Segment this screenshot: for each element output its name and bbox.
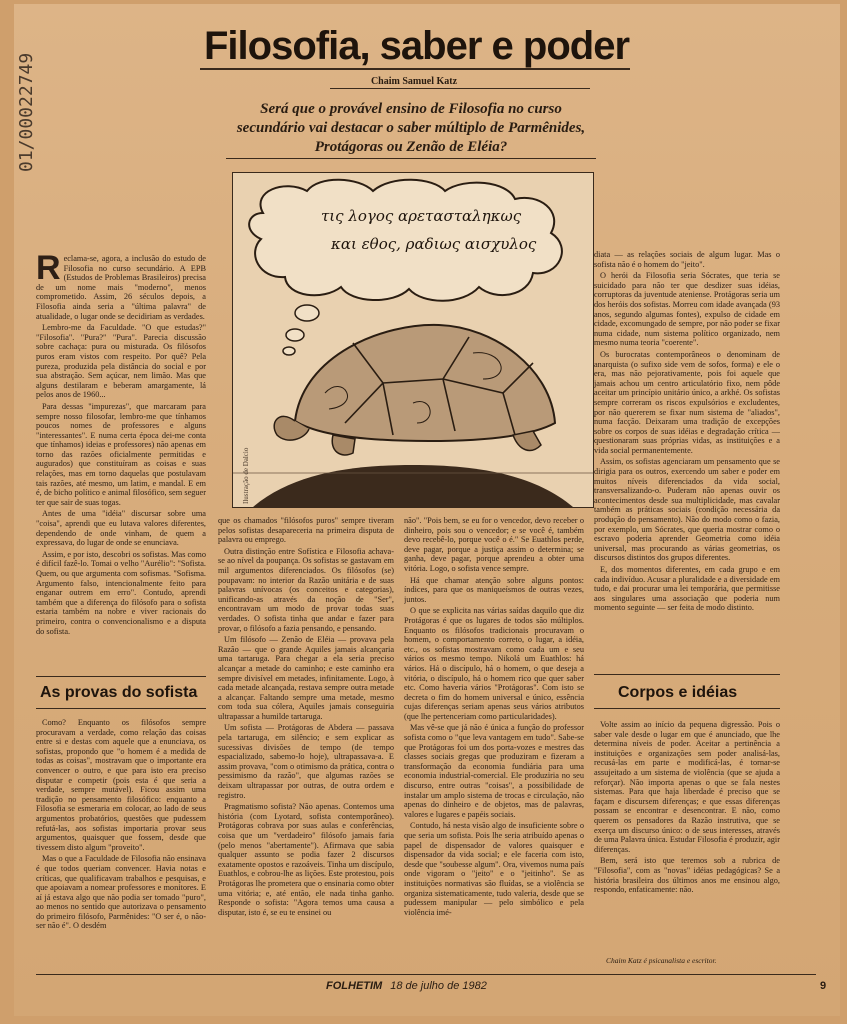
author-rule — [330, 88, 590, 89]
column-2 — [218, 516, 394, 976]
section1-paragraph-2: Mas o que a Faculdade de Filosofia não ensinava é que todos queriam convencer. Havia notas e críticas, que qualificavam trabalhos e pesquisas, e que apoiavam a nomear professores e monitores. E aí já estava algo que não podia ser tomado "puro", ao menos no sentido que autorizava o pensamento do primeiro filósofo, Parmênides: "O ser é, o não-ser não é". O desdém — [36, 854, 206, 931]
archive-margin-note: 01/00022749 — [16, 52, 37, 172]
col1-paragraph-2: Lembro-me da Faculdade. "O que estudas?" "Filosofia". "Pura?" "Pura". Parecia discussão sobre cachaça: pura ou misturada. Os filósofos puros eram vistos com respeito. Por quê? Pela pureza, produzida pela distância do social e por sua abstração. Sem açúcar, nem limão. Mas que alguns destilaram e beberam amargamente, lá pelos anos de 1960... — [36, 323, 206, 400]
subtitle-rule — [226, 158, 596, 159]
article-subtitle: Será que o provável ensino de Filosofia no curso secundário vai destacar o saber múltiplo de Parmênides, Protágoras ou Zenão de Eléia? — [236, 101, 586, 155]
thought-bubble-1 — [295, 305, 319, 321]
publication-date: 18 de julho de 1982 — [390, 980, 487, 992]
section2-paragraph-1: Volte assim ao início da pequena digressão. Pois o saber vale desde o lugar em que é anunciado, que lhe determina níveis de poder. Aceitar a pertinência a instituições e organizações sem poder analisá-las, recusá-las em parte e modificá-las, é tornar-se assujeitado a um sistema de violência (que se ajuda a reforçar). Não importa apenas o que se fala nestes sistemas. Para que haja liberdade é preciso que se façam e discursem diferenças; e que essas diferenças possam se encontrar e desencontrar. E não, como querem os pensadores da Razão instrutiva, que se exerça um discurso único: o de seus interesses, através de uma Palavra única. Estudar Filosofia é produzir, agir diferenças. — [594, 720, 780, 854]
col1-paragraph-3: Para dessas "impurezas", que marcaram para sempre nosso filosofar, lembro-me que tínhamos poucos nomes de professores e alguns "interessantes". E numa certa época dei-me conta que tínhamos) ideias e professores) não apenas em torno das razões oficialmente permitidas e augurados) que constituíram as coisas e suas relações, mas em torno daquelas que postulavam tais razões, até mesmo, um latim, e mandal. E em é, de bicho político e animal filosófico, sem seguer ter que sair de suas togas. — [36, 401, 206, 507]
col1-paragraph-1: eclama-se, agora, a inclusão do estudo de Filosofia no curso secundário. A EPB (Estudos de Problemas Brasileiros) precisa de um nome mais "moderno", menos comprometido. Assim, 26 séculos depois, a Filosofia ainda seria a "última palavra" de atualidade, o lugar onde se decidiriam as verdades. — [36, 254, 206, 321]
thought-bubble-2 — [286, 329, 304, 341]
thought-bubble-3 — [283, 347, 295, 355]
section1-rule-bottom — [36, 708, 206, 709]
column-1 — [36, 254, 206, 669]
cloud-text-line1: τις λογος αρετασταληκως — [321, 207, 522, 225]
col2-paragraph-2: Outra distinção entre Sofística e Filosofia achava-se ao nível da poupança. Os sofistas se gastavam em mil argumentos diferenciados. Os filósofos (se) poupavam: no interior da Razão unitária e de suas palavras unívocas (os conceitos e categorias), unificando-as através da noção de "Ser", encontravam um modo de provar todas suas verdades. O sofista tinha que andar e fazer para provar, o filósofo a fazia pensando, e pensando. — [218, 546, 394, 633]
section2-rule-top — [594, 674, 780, 675]
illustration-turtle — [232, 172, 594, 508]
drop-cap: R — [36, 254, 61, 287]
col3-paragraph-2: Há que chamar atenção sobre alguns pontos: índices, para que os maniqueísmos de outras vezes, juntos. — [404, 575, 584, 604]
col4-paragraph-5: E, dos momentos diferentes, em cada grupo e em cada indivíduo. Acusar a pluralidade e a diversidade em tudo, e dai procurar uma lei temporária, que permitisse aos singulares uma associação que poderia num momento seguinte — ser feita de modo distinto. — [594, 565, 780, 613]
article-author: Chaim Samuel Katz — [370, 76, 458, 87]
publication-name: FOLHETIM — [326, 980, 383, 992]
column-3 — [404, 516, 584, 976]
page-number: 9 — [820, 980, 827, 992]
footer-publication — [326, 980, 526, 992]
col3-paragraph-4: Mas vê-se que já não é única a função do professor sofista como o "que leva vantagem em tudo". Sabe-se que Protágoras foi um dos porta-vozes e mestres das classes sociais gregas que produziram e fizeram a transformação da economia fundiária para uma economia industrial-comercial. Ele produziria no seu discurso, entre outras "coisas", a possibilidade de instalar um amplo sistema de trocas e circulação, não apenas do dinheiro e de objetos, mas de palavras, valores e lugares e papéis sociais. — [404, 723, 584, 819]
col4-paragraph-1: diata — as relações sociais de algum lugar. Mas o sofista não é o homem do "jeito". — [594, 250, 780, 269]
footer-rule — [36, 974, 816, 975]
section-heading-corpos: Corpos e idéias — [618, 684, 738, 701]
col2-paragraph-4: Um sofista — Protágoras de Abdera — passava pela tartaruga, em silêncio; e sem explicar as sucessivas divisões de tempo (de tempo espacializado, sabemo-lo hoje), ultrapassava-a. E assim provava, "com o otimismo da prática, contra o pessimismo da razão", que algumas razões se deixam ultrapassar por outras, de outra ordem e registro. — [218, 723, 394, 800]
col4-paragraph-2: O herói da Filosofia seria Sócrates, que teria se suicidado para não ter que desdizer suas idéias, corruptoras da juventude ateniense. Protágoras seria um dos heróis dos sofistas. Morreu com idade avançada (93 anos, segundo algumas fontes), expulso de cidade em cidade, excomungado de sempre, por não poder se fixar numa cidade, num sistema político organizado, nem mesmo numa teoria "coerente". — [594, 271, 780, 348]
title-rule — [200, 68, 630, 70]
author-bio: Chaim Katz é psicanalista e escritor. — [606, 956, 717, 965]
col3-paragraph-5: Contudo, há nesta visão algo de insuficiente sobre o que seria um sofista. Pois lhe seria atribuído apenas o papel de dispensador de valores quaisquer e dispensador da vida social; e ele faceria com isto, desde que "soubesse algum". Ora, vivemos numa país onde vigoram o "jeito" e o "jeitinho". Se as instituições normativas são fluídas, se a violência se organiza sistematicamente, tudo valeria, desde que se pudessem manipular — pelo simbólico e pela violência imé- — [404, 821, 584, 917]
section2-rule-bottom — [594, 708, 780, 709]
col2-paragraph-1: que os chamados "filósofos puros" sempre tiveram pelos sofistas desapareceria na primeira disputa de palavra ou emprego. — [218, 516, 394, 545]
column-4 — [594, 250, 780, 662]
col4-paragraph-4: Assim, os sofistas agenciaram um pensamento que se dirigia para os outros, exercendo um saber e poder em muitos níveis diferenciados da vida social, transversalizando-o. Puderam não apenas ouvir os acontecimentos desde sua multiplicidade, mas cavalar também as práticas sociais (condição necessária da produção do pensamento). Não do modo como o fazia, por exemplo, um Sócrates, que queria mostrar como o escravo poderia aprender Geometria como idéia universal, mas procurando as várias geometrias, os discursos distintos dos grupos diferentes. — [594, 457, 780, 563]
col2-paragraph-5: Pragmatismo sofista? Não apenas. Contemos uma história (com Lyotard, sofista contemporâneo). Protágoras cobrava por suas aulas e conferências, coisa que um "verdadeiro" filósofo jamais faria (pelo menos "abertamente"). Afirmava que sabia qualquer assunto se podia fazer 2 discursos exatamente opostos e razoáveis. Tinha um discípulo, Euathlos, e cobrou-lhe as lições. Este protestou, pois Protágoras lhe prometera que o ensinaria como obter uma vitória; e, até então, ele nada tinha ganho. Responde o sofista: "Agora temos uma causa a disputar, isto é, se eu te ensinei ou — [218, 802, 394, 917]
cloud-text-line2: και εθος, ραδιως αισχυλος — [331, 235, 537, 253]
col1-paragraph-5: Assim, e por isto, descobri os sofistas. Mas como é difícil fazê-lo. Tomai o velho "Aurélio": "Sofista. Quem, ou que argumenta com sofismas. "Sofisma. Argumento falso, intencionalmente feito para enganar outrem em erro". Contudo, aprendi também que a diferença do filósofo para o sofista estaria também na nobre e viver racionais do primeiro, contra o convencionalismo e a disputa do sofista. — [36, 549, 206, 636]
col3-paragraph-3: O que se explicita nas várias saídas daquilo que diz Protágoras é que os lugares de todos são múltiplos. Enquanto os filósofos tradicionais procuravam o homem, o comportamento correto, o lugar, a idéia, etc., os sofistas mostravam como cada um e seu vários os mesmo tempo. Nikolá um Euathlos: há vários. Há o discípulo, há o homem, o que deseja a vitória, o discípulo, há o homem rico que quer saber etc. Como haveria vários "Protágoras". Com isto se decreta o fim do homem universal e único, essência cujas diferenças seriam apenas seus vários atributos (que lhe pertenceriam como particularidades). — [404, 606, 584, 721]
newspaper-page — [14, 4, 840, 1016]
col1-paragraph-4: Antes de uma "idéia" discursar sobre uma "coisa", aprendi que eu lutava valores diferentes, dependendo de onde vinham, de quem a expressava, do lugar de onde se enunciava. — [36, 509, 206, 548]
turtle-drawing — [233, 173, 593, 507]
col4-paragraph-3: Os burocratas contemporâneos o denominam de anarquista (o sufixo side vem de sofos, forma) e ele o era, mas não pejorativamente, pois foi aquele que jamais achou um centro articulatório fixo, nem pôde aceitar um princípio unitário único, a arkhé. Os sofistas sempre correram os riscos expulsórios e excludentes, por não quererem se fixar num sistema de "aliados", numa facção. Deixaram uma tradição de excepções sobre os corpos de suas idéias e degradação crítica — questionaram suas próprias vidas, as instituições e a vida social permanentemente. — [594, 349, 780, 455]
section-heading-as-provas: As provas do sofista — [40, 684, 198, 701]
column-1-continued — [36, 718, 206, 974]
column-4-continued — [594, 720, 780, 950]
section2-paragraph-2: Bem, será isto que teremos sob a rubrica de "Filosofia", com as "novas" idéias pedagógicas? Se a história brasileira dos últimos anos me ensinou algo, respondo, enfaticamente: não. — [594, 856, 780, 895]
article-title: Filosofia, saber e poder — [204, 24, 630, 68]
turtle-shell — [295, 325, 555, 441]
section1-rule-top — [36, 676, 206, 677]
illustration-credit: Ilustração de Dalcio — [242, 447, 250, 504]
col2-paragraph-3: Um filósofo — Zenão de Eléia — provava pela Razão — que o grande Aquiles jamais alcançaria uma tartaruga. Para chegar a ela seria preciso alcançar a metade do caminho; e este caminho era sempre divisível em metades, infinitamente. Logo, à cada metade alcançada, restava sempre outra metade a alcançar. Faltando sempre uma metade, mesmo com toda sua cólera, Aquiles jamais conseguiria ultrapassar a humilde tartaruga. — [218, 635, 394, 721]
ground-mound — [253, 465, 573, 507]
section1-paragraph-1: Como? Enquanto os filósofos sempre procuravam a verdade, como relação das coisas entre si e destas com aquele que a enunciava, os sofistas, propondo que "o homem é a medida de todas as coisas", mostravam que o importante era convencer o outro, e que para isto era preciso disputar e competir (pois esta é que seria a verdade, sempre mutável). Ficou assim uma tradição no pensamento filosófico: enquanto a Filosofia se esmeraria em colocar, ao lado de seus argumentos probatórios, questões que pudessem refutá-las, aos sofistas importaria provar seus argumentos, quaisquer que fossem, desde que tivessem disto algum "proveito". — [36, 718, 206, 852]
col3-paragraph-1: não". "Pois bem, se eu for o vencedor, devo receber o dinheiro, pois sou o vencedor; e se você é, também devo recebê-lo, porque você o é." Se Euathlos perde, deve pagar, porque a justiça assim o determina; se ganha, deve pagar, porque aprendeu a obter uma vitória. Logo, o sofista vence sempre. — [404, 516, 584, 573]
